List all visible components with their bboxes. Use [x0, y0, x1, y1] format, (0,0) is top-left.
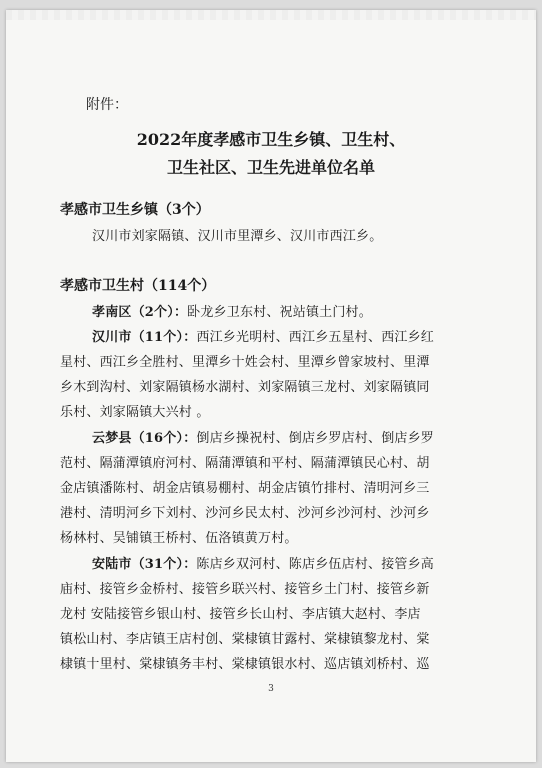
hanchuan-line: 星村、西江乡全胜村、里潭乡十姓会村、里潭乡曾家坡村、里潭 — [60, 355, 430, 370]
section-heading-towns: 孝感市卫生乡镇（3个） — [60, 202, 210, 218]
xiaonan-line: 卧龙乡卫东村、祝站镇土门村。 — [187, 305, 372, 320]
anlu-line: 龙村 安陆接管乡银山村、接管乡长山村、李店镇大赵村、李店 — [60, 607, 421, 622]
document-title-line-2: 卫生社区、卫生先进单位名单 — [166, 158, 375, 177]
anlu-line: 镇松山村、李店镇王店村创、棠棣镇甘露村、棠棣镇黎龙村、棠 — [60, 632, 430, 647]
anlu-line: 庙村、接管乡金桥村、接管乡联兴村、接管乡土门村、接管乡新 — [60, 582, 430, 597]
hanchuan-line: 乐村、刘家隔镇大兴村 。 — [60, 405, 210, 420]
yunmeng-paragraph — [92, 427, 434, 446]
yunmeng-label: 云梦县（16个）： — [92, 431, 197, 446]
xiaonan-paragraph — [92, 301, 372, 320]
page-number: 3 — [268, 684, 274, 694]
yunmeng-line: 港村、清明河乡下刘村、沙河乡民太村、沙河乡沙河村、沙河乡 — [60, 506, 430, 521]
anlu-line: 棣镇十里村、棠棣镇务丰村、棠棣镇银水村、巡店镇刘桥村、巡 — [60, 657, 430, 672]
attachment-label: 附件： — [86, 97, 128, 113]
yunmeng-line: 杨林村、吴铺镇王桥村、伍洛镇黄万村。 — [60, 531, 298, 546]
document-page — [6, 10, 536, 762]
hanchuan-line: 西江乡光明村、西江乡五星村、西江乡红 — [196, 330, 435, 345]
xiaonan-label: 孝南区（2个）： — [92, 305, 188, 320]
anlu-line: 陈店乡双河村、陈店乡伍店村、接管乡高 — [196, 557, 435, 572]
hanchuan-paragraph — [92, 326, 434, 345]
hanchuan-line: 乡木到沟村、刘家隔镇杨水湖村、刘家隔镇三龙村、刘家隔镇同 — [60, 380, 430, 395]
section-heading-villages: 孝感市卫生村（114个） — [60, 278, 216, 294]
scan-edge — [6, 10, 536, 20]
document-title-line-1: 2022年度孝感市卫生乡镇、卫生村、 — [136, 130, 406, 149]
hanchuan-label: 汉川市（11个）： — [92, 330, 197, 345]
yunmeng-line: 倒店乡操祝村、倒店乡罗店村、倒店乡罗 — [196, 431, 435, 446]
anlu-paragraph — [92, 553, 434, 572]
yunmeng-line: 金店镇潘陈村、胡金店镇易棚村、胡金店镇竹排村、清明河乡三 — [60, 481, 430, 496]
towns-line: 汉川市刘家隔镇、汉川市里潭乡、汉川市西江乡。 — [92, 229, 383, 244]
anlu-label: 安陆市（31个）： — [92, 557, 197, 572]
yunmeng-line: 范村、隔蒲潭镇府河村、隔蒲潭镇和平村、隔蒲潭镇民心村、胡 — [60, 456, 430, 471]
